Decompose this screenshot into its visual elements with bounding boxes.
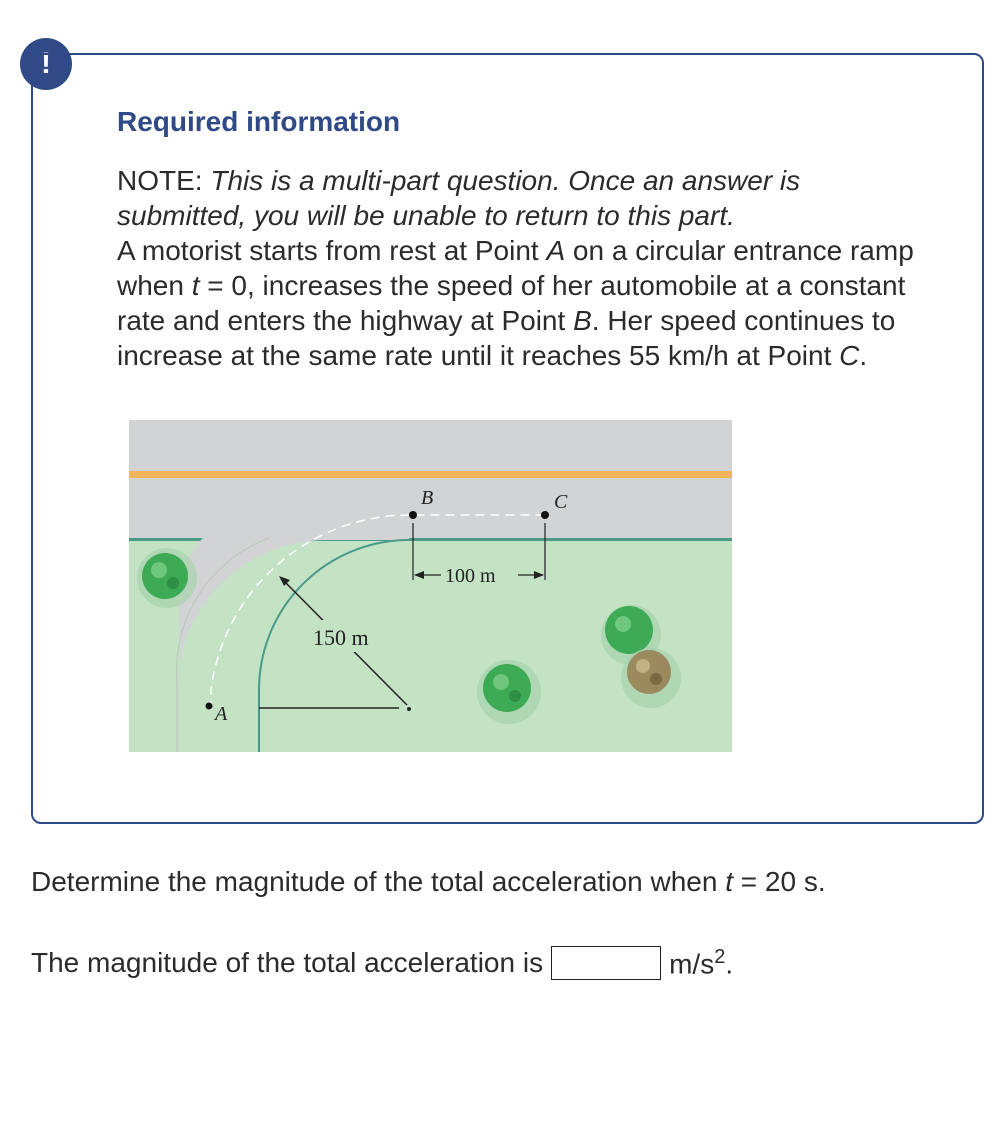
tree-icon	[477, 660, 541, 724]
note-label: NOTE:	[117, 165, 203, 196]
acceleration-answer-input[interactable]	[551, 946, 661, 980]
radius-label: 150 m	[313, 625, 369, 650]
answer-unit: $m/s^2$.	[669, 946, 734, 980]
tree-icon	[137, 548, 197, 608]
ramp-figure	[129, 420, 732, 752]
question-text: Determine the magnitude of the total acceleration when t = 20 s.	[31, 866, 826, 897]
tree-icon	[621, 648, 681, 708]
answer-row	[31, 946, 733, 980]
distance-label: 100 m	[445, 565, 496, 587]
center-line	[129, 471, 732, 478]
label-a: A	[215, 703, 228, 725]
alert-icon: !	[20, 38, 72, 90]
answer-prefix: The magnitude of the total acceleration is	[31, 947, 544, 979]
note-text: This is a multi-part question. Once an answer is submitted, you will be unable to return to this part.	[117, 165, 801, 231]
point-c-dot	[541, 511, 549, 519]
center-dot	[407, 707, 411, 711]
label-b: B	[421, 487, 434, 509]
highway	[129, 420, 732, 540]
point-b-dot	[409, 511, 417, 519]
problem-statement: NOTE: This is a multi-part question. Once an answer is submitted, you will be unable to return to this part. A motorist starts from rest at Point A on a circular entrance ramp when t = 0, increases the speed of her automobile at a constant rate and enters the highway at Point B. Her speed continues to increase at the same rate until it reaches 55 km/h at Point C.	[117, 165, 914, 371]
label-c: C	[554, 491, 568, 513]
card-title: Required information	[117, 106, 401, 137]
point-a-dot	[206, 703, 213, 710]
